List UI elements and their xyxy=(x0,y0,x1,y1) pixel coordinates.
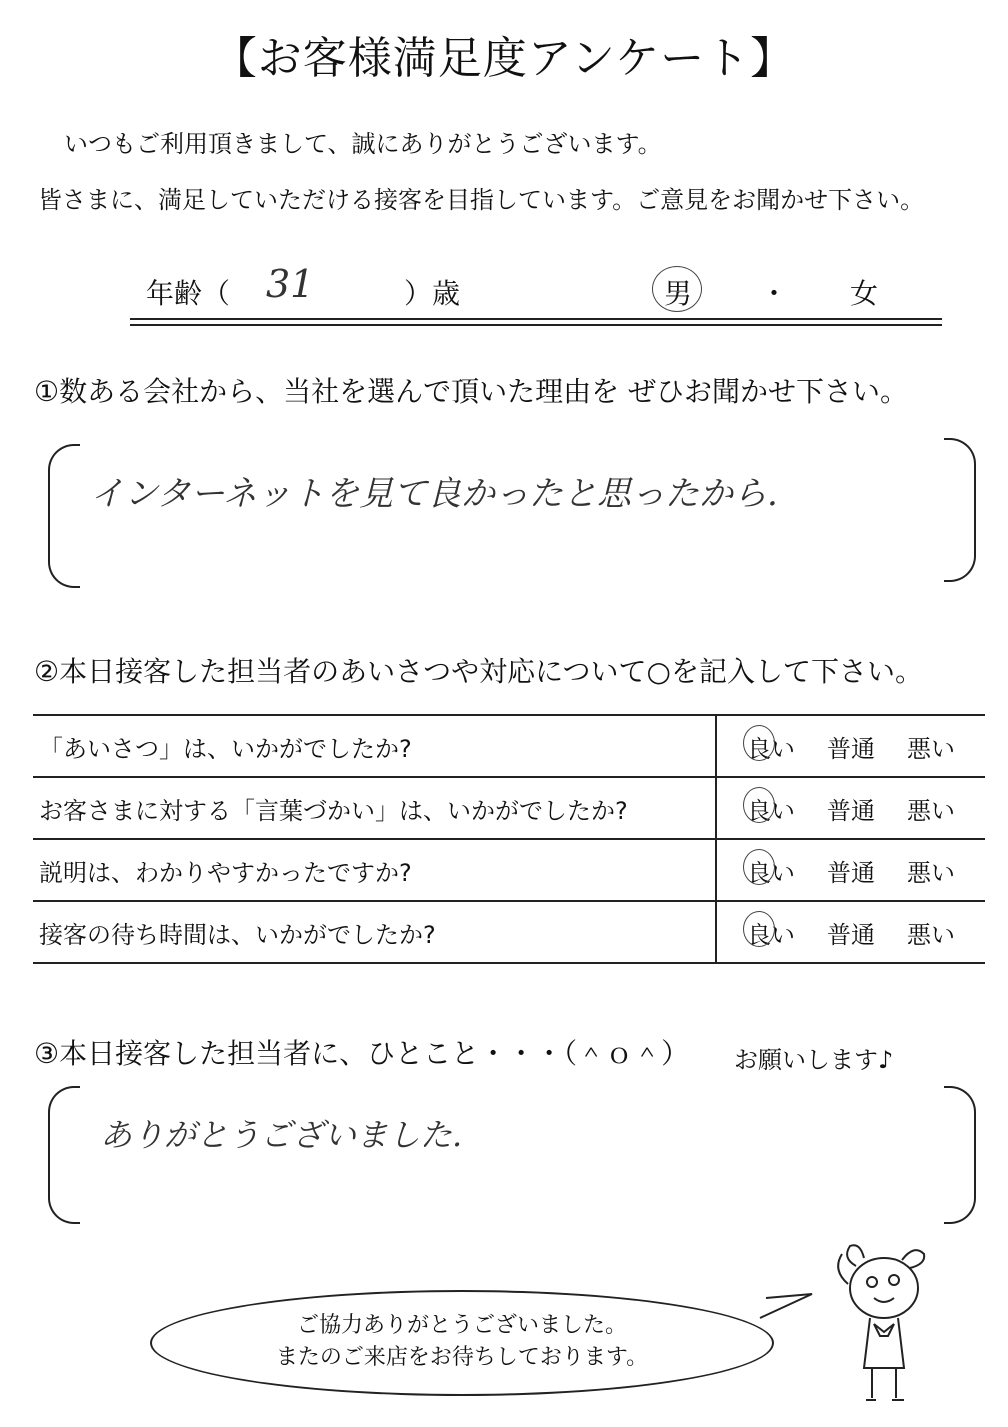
question-1: ①数ある会社から、当社を選んで頂いた理由を ぜひお聞かせ下さい。 xyxy=(34,375,909,408)
table-row xyxy=(33,715,985,777)
answer-bracket-left xyxy=(48,444,80,588)
survey-title: 【お客様満足度アンケート】 xyxy=(212,33,796,84)
gender-male-option[interactable] xyxy=(664,272,692,312)
bubble-tail-icon xyxy=(756,1288,816,1328)
speech-bubble xyxy=(150,1290,774,1396)
row-question: 接客の待ち時間は、いかがでしたか? xyxy=(33,901,716,963)
question-3: ③本日接客した担当者に、ひとこと・・・（＾ｏ＾） xyxy=(34,1037,690,1070)
answer-1[interactable]: インターネットを見て良かったと思ったから. xyxy=(90,474,778,514)
gender-male-label: 男 xyxy=(664,277,693,310)
rating-option[interactable]: 良い xyxy=(747,915,795,950)
rating-option[interactable]: 普通 xyxy=(827,796,875,825)
age-value[interactable]: 31 xyxy=(266,262,315,306)
row-question: 「あいさつ」は、いかがでしたか? xyxy=(33,715,716,777)
row-ratings xyxy=(716,901,985,963)
row-ratings xyxy=(716,839,985,901)
gender-female-option[interactable]: 女 xyxy=(850,277,879,310)
rating-option[interactable]: 悪い xyxy=(907,734,955,763)
table-row xyxy=(33,777,985,839)
request-note: お願いします♪ xyxy=(734,1046,894,1074)
intro-line-2: 皆さまに、満足していただける接客を目指しています。ご意見をお聞かせ下さい。 xyxy=(38,186,925,214)
row-ratings xyxy=(716,715,985,777)
answer-3[interactable]: ありがとうございました. xyxy=(100,1116,463,1154)
rating-option[interactable]: 悪い xyxy=(907,920,955,949)
table-row xyxy=(33,839,985,901)
rating-option[interactable]: 良い xyxy=(747,791,795,826)
row-question: 説明は、わかりやすかったですか? xyxy=(33,839,716,901)
question-2: ②本日接客した担当者のあいさつや対応について○を記入して下さい。 xyxy=(34,655,923,688)
row-ratings xyxy=(716,777,985,839)
divider-line xyxy=(130,318,942,320)
rating-option[interactable]: 普通 xyxy=(827,858,875,887)
selection-circle-icon xyxy=(652,266,702,312)
row-question: お客さまに対する「言葉づかい」は、いかがでしたか? xyxy=(33,777,716,839)
evaluation-table xyxy=(33,714,985,964)
closing-line-2: またのご来店をお待ちしております。 xyxy=(275,1345,649,1370)
answer-bracket-left xyxy=(48,1086,80,1224)
closing-line-1: ご協力ありがとうございました。 xyxy=(296,1313,627,1338)
age-suffix: ）歳 xyxy=(404,277,461,310)
age-label: 年齢（ xyxy=(146,277,231,310)
rating-option[interactable]: 良い xyxy=(747,853,795,888)
rating-option[interactable]: 悪い xyxy=(907,858,955,887)
intro-line-1: いつもご利用頂きまして、誠にありがとうございます。 xyxy=(64,130,662,158)
divider-line-2 xyxy=(130,324,942,326)
rating-option[interactable]: 悪い xyxy=(907,796,955,825)
table-row xyxy=(33,901,985,963)
rating-option[interactable]: 普通 xyxy=(827,920,875,949)
rating-option[interactable]: 普通 xyxy=(827,734,875,763)
gender-separator: ・ xyxy=(760,277,789,310)
rating-option[interactable]: 良い xyxy=(747,729,795,764)
answer-bracket-right xyxy=(944,438,976,582)
mascot-icon xyxy=(826,1232,936,1412)
answer-bracket-right xyxy=(944,1086,976,1224)
